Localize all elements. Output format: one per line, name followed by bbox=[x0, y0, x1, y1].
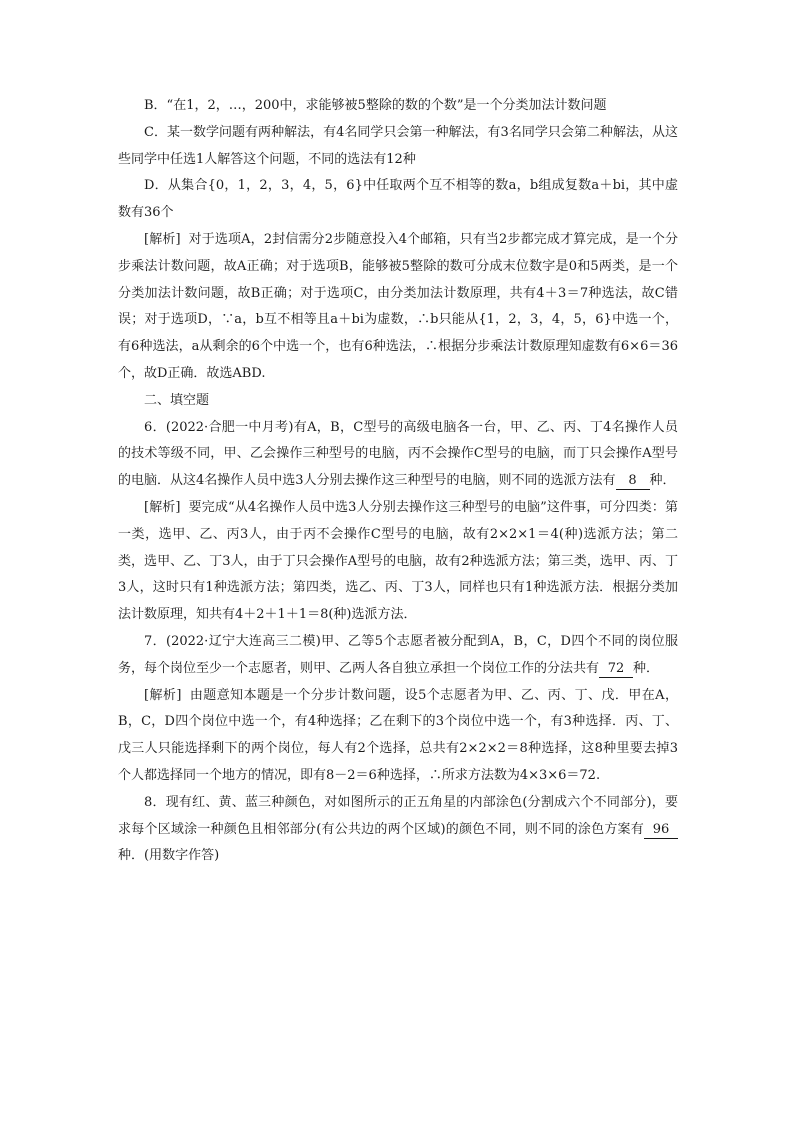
document-body bbox=[118, 93, 678, 870]
option-d-text: D．从集合{0，1，2，3，4，5，6}中任取两个互不相等的数a，b组成复数a＋bi，其中虚数有36个 bbox=[118, 178, 678, 221]
solution-tag: [解析] bbox=[144, 231, 181, 247]
question-7 bbox=[118, 629, 678, 683]
solution-tag: [解析] bbox=[144, 499, 181, 515]
option-d bbox=[118, 173, 678, 227]
solution-5 bbox=[118, 227, 678, 388]
question-8-suffix: 种．(用数字作答) bbox=[118, 848, 220, 864]
question-6-answer: 8 bbox=[616, 473, 650, 490]
question-7-text: 7．(2022·辽宁大连高三二模)甲、乙等5个志愿者被分配到A，B，C，D四个不同的岗位服务，每个岗位至少一个志愿者，则甲、乙两人各自独立承担一个岗位工作的分法共有 bbox=[118, 633, 678, 676]
question-8-text: 8．现有红、黄、蓝三种颜色，对如图所示的正五角星的内部涂色(分割成六个不同部分)，要求每个区域涂一种颜色且相邻部分(有公共边的两个区域)的颜色不同，则不同的涂色方案有 bbox=[118, 794, 678, 837]
solution-5-text: 对于选项A，2封信需分2步随意投入4个邮箱，只有当2步都完成才算完成，是一个分步乘法计数问题，故A正确；对于选项B，能够被5整除的数可分成末位数字是0和5两类，是一个分类加法计数问题，故B正确；对于选项C，由分类加法计数原理，共有4＋3＝7种选法，故C错误；对于选项D，∵a，b互不相等且a＋bi为虚数，∴b只能从{1，2，3，4，5，6}中选一个，有6种选法，a从剩余的6个中选一个，也有6种选法，∴根据分步乘法计数原理知虚数有6×6＝36个，故D正确．故选ABD. bbox=[118, 231, 678, 381]
option-b bbox=[118, 93, 678, 120]
question-8 bbox=[118, 790, 678, 870]
question-6 bbox=[118, 415, 678, 495]
question-6-suffix: 种． bbox=[649, 473, 676, 489]
section-heading bbox=[118, 388, 678, 415]
solution-6 bbox=[118, 495, 678, 629]
question-7-suffix: 种． bbox=[633, 660, 660, 676]
solution-7-text: 由题意知本题是一个分步计数问题，设5个志愿者为甲、乙、丙、丁、戊．甲在A，B，C，D四个岗位中选一个，有4种选择；乙在剩下的3个岗位中选一个，有3种选择．丙、丁、戊三人只能选择剩下的两个岗位，每人有2个选择，总共有2×2×2＝8种选择，这8种里要去掉3个人都选择同一个地方的情况，即有8－2＝6种选择，∴所求方法数为4×3×6＝72. bbox=[118, 687, 678, 783]
option-c bbox=[118, 120, 678, 174]
question-6-text: 6．(2022·合肥一中月考)有A，B，C型号的高级电脑各一台，甲、乙、丙、丁4名操作人员的技术等级不同，甲、乙会操作三种型号的电脑，丙不会操作C型号的电脑，而丁只会操作A型号的电脑．从这4名操作人员中选3人分别去操作这三种型号的电脑，则不同的选派方法有 bbox=[118, 419, 678, 489]
solution-6-text: 要完成“从4名操作人员中选3人分别去操作这三种型号的电脑”这件事，可分四类：第一类，选甲、乙、丙3人，由于丙不会操作C型号的电脑，故有2×2×1＝4(种)选派方法；第二类，选甲、乙、丁3人，由于丁只会操作A型号的电脑，故有2种选派方法；第三类，选甲、丙、丁3人，这时只有1种选派方法；第四类，选乙、丙、丁3人，同样也只有1种选派方法．根据分类加法计数原理，知共有4＋2＋1＋1＝8(种)选派方法． bbox=[118, 499, 678, 623]
question-7-answer: 72 bbox=[599, 661, 633, 678]
solution-tag: [解析] bbox=[144, 687, 182, 703]
question-8-answer: 96 bbox=[644, 822, 678, 839]
solution-7 bbox=[118, 683, 678, 790]
section-heading-text: 二、填空题 bbox=[144, 392, 210, 408]
option-b-text: B．“在1，2，…，200中，求能够被5整除的数的个数”是一个分类加法计数问题 bbox=[144, 98, 607, 113]
option-c-text: C．某一数学问题有两种解法，有4名同学只会第一种解法，有3名同学只会第二种解法，从这些同学中任选1人解答这个问题，不同的选法有12种 bbox=[118, 124, 678, 167]
